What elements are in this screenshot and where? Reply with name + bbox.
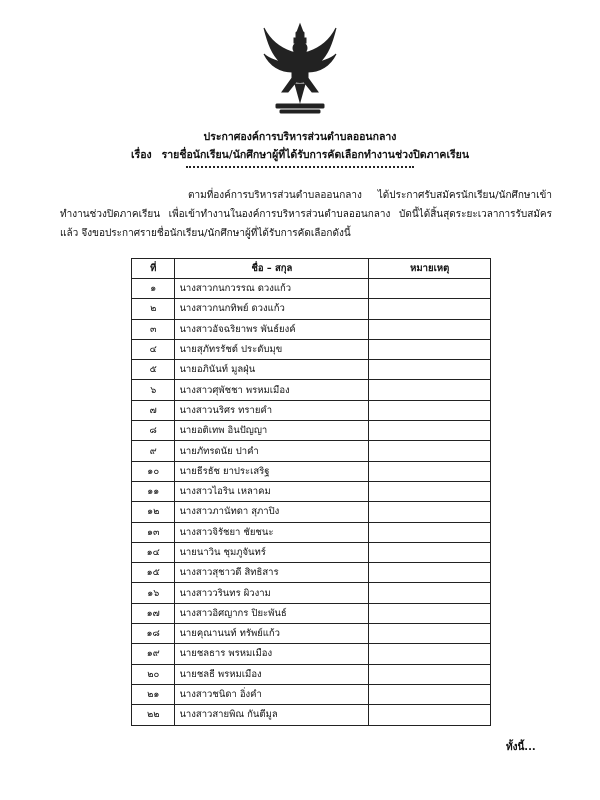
table-row [132, 421, 491, 441]
row-name: นางสาวนริศร ทรายคำ [175, 400, 369, 420]
row-remark [369, 624, 491, 644]
row-number: ๙ [132, 441, 175, 461]
row-remark [369, 299, 491, 319]
table-row [132, 299, 491, 319]
table-header-row [132, 259, 491, 279]
table-row [132, 522, 491, 542]
closing-text: ทั้งนี้... [506, 742, 536, 753]
row-name: นางสาวศุพัชชา พรหมเมือง [175, 380, 369, 400]
row-name: นายธีรธัช ยาประเสริฐ [175, 461, 369, 481]
row-remark [369, 279, 491, 299]
row-remark [369, 461, 491, 481]
garuda-emblem-icon [262, 22, 338, 118]
row-name: นายอติเทพ อินปัญญา [175, 421, 369, 441]
row-name: นายชลธี พรหมเมือง [175, 664, 369, 684]
table-row [132, 644, 491, 664]
row-remark [369, 400, 491, 420]
row-remark [369, 421, 491, 441]
row-number: ๘ [132, 421, 175, 441]
table-row [132, 664, 491, 684]
row-name: นางสาวชนิดา อิ่งคำ [175, 684, 369, 704]
body-paragraph [60, 186, 552, 243]
dotted-divider [186, 166, 414, 168]
selected-students-table [131, 258, 491, 726]
row-name: นางสาวสุชาวดี สิทธิสาร [175, 563, 369, 583]
column-header-name: ชื่อ – สกุล [175, 259, 369, 279]
row-remark [369, 319, 491, 339]
row-number: ๗ [132, 400, 175, 420]
row-number: ๒๑ [132, 684, 175, 704]
table-row [132, 461, 491, 481]
row-number: ๒๐ [132, 664, 175, 684]
table-row [132, 603, 491, 623]
announcement-title: ประกาศองค์การบริหารส่วนตำบลออนกลาง [203, 131, 397, 143]
row-name: นางสาวสายพิณ กันตีมูล [175, 705, 369, 725]
row-remark [369, 542, 491, 562]
row-name: นางสาวกนกวรรณ ดวงแก้ว [175, 279, 369, 299]
table-row [132, 684, 491, 704]
row-name: นายคุณานนท์ ทรัพย์แก้ว [175, 624, 369, 644]
table-row [132, 279, 491, 299]
row-name: นางสาวกนกทิพย์ ดวงแก้ว [175, 299, 369, 319]
row-name: นายภัทรดนัย ปาคำ [175, 441, 369, 461]
row-number: ๒๒ [132, 705, 175, 725]
table-row [132, 319, 491, 339]
row-remark [369, 522, 491, 542]
row-number: ๔ [132, 339, 175, 359]
row-number: ๑๖ [132, 583, 175, 603]
row-name: นางสาวจิรัชยา ชัยชนะ [175, 522, 369, 542]
table-row [132, 502, 491, 522]
table-row [132, 380, 491, 400]
row-remark [369, 583, 491, 603]
row-number: ๑๗ [132, 603, 175, 623]
table-row [132, 339, 491, 359]
row-remark [369, 360, 491, 380]
row-name: นายนาวิน ชุมภูจันทร์ [175, 542, 369, 562]
table-row [132, 705, 491, 725]
row-remark [369, 380, 491, 400]
row-number: ๕ [132, 360, 175, 380]
subject-label: เรื่อง [130, 149, 152, 161]
row-name: นางสาวอิศญากร ปิยะพันธ์ [175, 603, 369, 623]
row-remark [369, 502, 491, 522]
row-name: นายชลธาร พรหมเมือง [175, 644, 369, 664]
row-name: นายสุภัทรรัชต์ ประดับมุข [175, 339, 369, 359]
row-remark [369, 603, 491, 623]
body-text: ตามที่องค์การบริหารส่วนตำบลออนกลาง ได้ประกาศรับสมัครนักเรียน/นักศึกษาเข้าทำงานช่วงปิดภาคเรียน เพื่อเข้าทำงานในองค์การบริหารส่วนตำบลออนกลาง บัดนี้ได้สิ้นสุดระยะเวลาการรับสมัคร แล้ว จึงขอประกาศรายชื่อนักเรียน/นักศึกษาผู้ที่ได้รับการคัดเลือกดังนี้ [60, 190, 552, 239]
row-remark [369, 339, 491, 359]
table-row [132, 624, 491, 644]
row-number: ๑๕ [132, 563, 175, 583]
table-row [132, 441, 491, 461]
row-number: ๑๙ [132, 644, 175, 664]
row-name: นางสาวไอริน เหลาคม [175, 481, 369, 501]
row-remark [369, 644, 491, 664]
row-number: ๑๐ [132, 461, 175, 481]
row-remark [369, 481, 491, 501]
column-header-no: ที่ [132, 259, 175, 279]
row-number: ๑๔ [132, 542, 175, 562]
row-remark [369, 705, 491, 725]
row-number: ๑๘ [132, 624, 175, 644]
table-row [132, 542, 491, 562]
row-name: นางสาววรินทร ผิวงาม [175, 583, 369, 603]
row-number: ๖ [132, 380, 175, 400]
row-name: นางสาวภานัทดา สุภาปิง [175, 502, 369, 522]
row-remark [369, 563, 491, 583]
table-row [132, 583, 491, 603]
row-remark [369, 664, 491, 684]
row-number: ๓ [132, 319, 175, 339]
row-number: ๑๒ [132, 502, 175, 522]
table-row [132, 481, 491, 501]
row-name: นายอภินันท์ มูลฝุ่น [175, 360, 369, 380]
table-row [132, 400, 491, 420]
announcement-subject [0, 146, 600, 163]
row-number: ๑๓ [132, 522, 175, 542]
row-number: ๑๑ [132, 481, 175, 501]
column-header-remark: หมายเหตุ [369, 259, 491, 279]
row-remark [369, 441, 491, 461]
row-name: นางสาวอัจฉริยาพร พันธ์ยงค์ [175, 319, 369, 339]
row-number: ๑ [132, 279, 175, 299]
table-row [132, 360, 491, 380]
row-number: ๒ [132, 299, 175, 319]
table-row [132, 563, 491, 583]
subject-text: รายชื่อนักเรียน/นักศึกษาผู้ที่ได้รับการคัดเลือกทำงานช่วงปิดภาคเรียน [161, 149, 470, 161]
row-remark [369, 684, 491, 704]
